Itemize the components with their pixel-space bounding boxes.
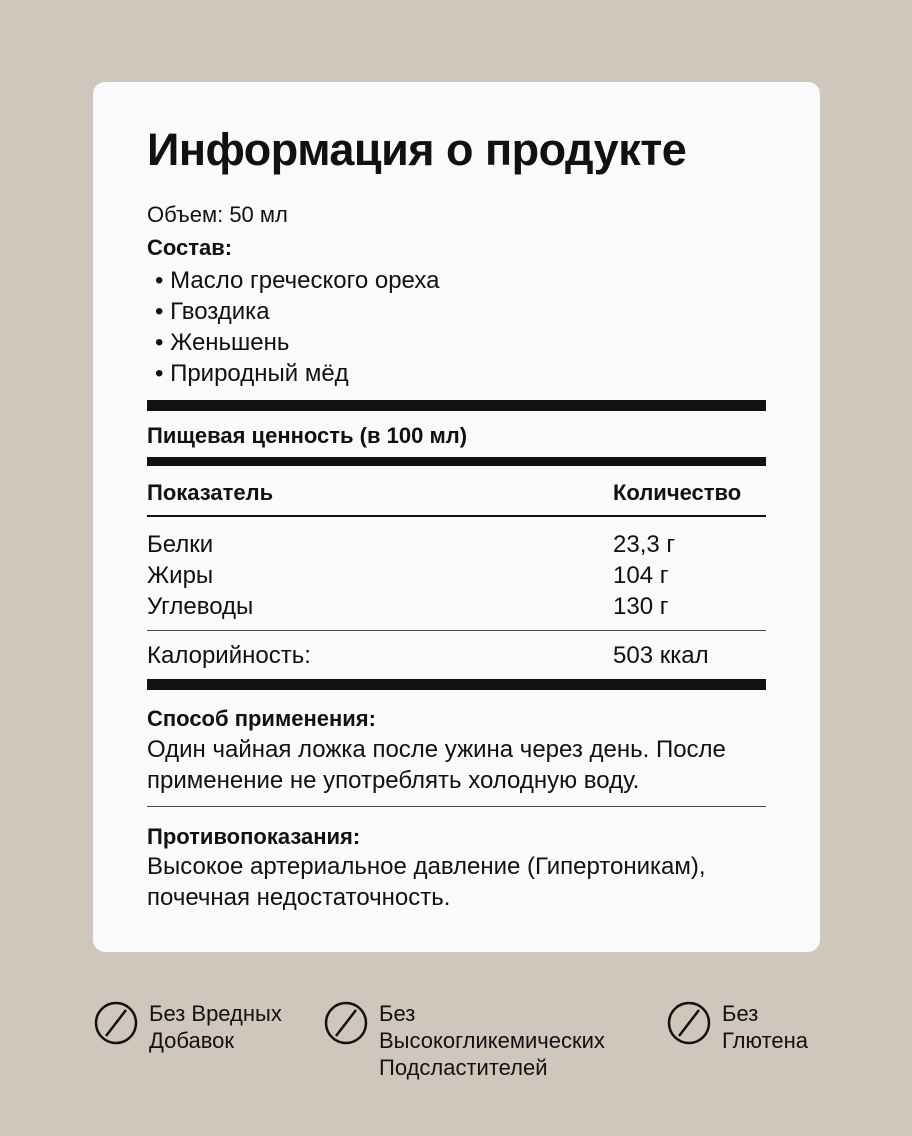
composition-item: • Природный мёд — [155, 358, 439, 389]
column-header-amount: Количество — [613, 480, 742, 505]
no-symbol-icon — [666, 1000, 712, 1046]
feature-badges — [0, 1000, 912, 1080]
badge-line: Высокогликемических — [379, 1028, 605, 1053]
table-header-divider — [147, 515, 766, 517]
row-name: Белки — [147, 531, 214, 558]
row-name: Жиры — [147, 562, 214, 589]
row-value: 23,3 г — [613, 531, 676, 558]
usage-heading: Способ применения: — [147, 706, 376, 731]
row-name: Углеводы — [147, 593, 254, 620]
badge-text — [379, 1000, 605, 1081]
composition-item: • Женьшень — [155, 327, 439, 358]
calories-label: Калорийность: — [147, 642, 311, 669]
table-divider — [147, 630, 766, 631]
badge-line: Подсластителей — [379, 1055, 548, 1080]
badge-line: Без — [722, 1001, 759, 1026]
divider-thick — [147, 400, 766, 411]
no-symbol-icon — [323, 1000, 369, 1046]
badge-line: Добавок — [149, 1028, 235, 1053]
product-info-card — [93, 82, 820, 952]
divider-thick — [147, 457, 766, 466]
badge-no-sweeteners — [323, 1000, 605, 1081]
column-header-indicator: Показатель — [147, 480, 274, 505]
no-symbol-icon — [93, 1000, 139, 1046]
composition-heading: Состав: — [147, 235, 233, 260]
badge-line: Глютена — [722, 1028, 808, 1053]
composition-list — [155, 265, 439, 389]
badge-text — [722, 1000, 808, 1054]
badge-line: Без Вредных — [149, 1001, 282, 1026]
divider-thick — [147, 679, 766, 690]
row-value: 130 г — [613, 593, 669, 620]
usage-text: Один чайная ложка после ужина через день. После применение не употреблять холодную воду. — [147, 736, 726, 794]
nutrition-heading: Пищевая ценность (в 100 мл) — [147, 423, 468, 448]
contraindications-text: Высокое артериальное давление (Гипертоникам), почечная недостаточность. — [147, 853, 706, 911]
section-divider — [147, 806, 766, 807]
contraindications-heading: Противопоказания: — [147, 824, 361, 849]
badge-gluten-free — [666, 1000, 808, 1054]
volume-text: Объем: 50 мл — [147, 202, 288, 227]
row-value: 104 г — [613, 562, 669, 589]
calories-value: 503 ккал — [613, 642, 709, 669]
badge-line: Без — [379, 1001, 416, 1026]
badge-no-additives — [93, 1000, 282, 1054]
composition-item: • Гвоздика — [155, 296, 439, 327]
page-title: Информация о продукте — [147, 124, 687, 175]
composition-item: • Масло греческого ореха — [155, 265, 439, 296]
badge-text — [149, 1000, 282, 1054]
